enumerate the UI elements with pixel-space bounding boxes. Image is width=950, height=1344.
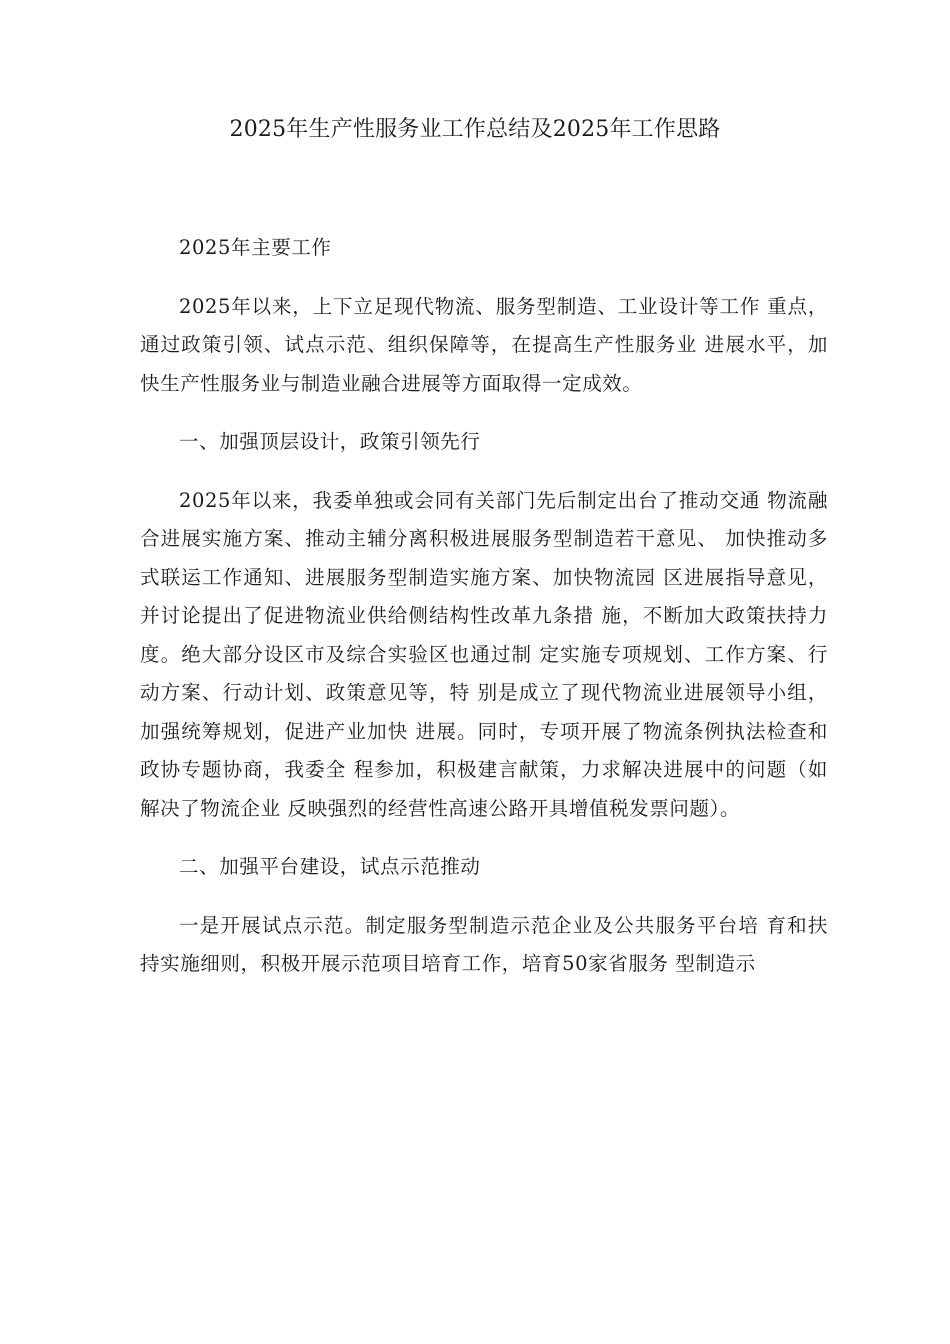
section-heading-platform: 二、加强平台建设，试点示范推动 [179,855,481,878]
body-paragraph-intro: 2025年以来，上下立足现代物流、服务型制造、工业设计等工作 重点，通过政策引领、试点示范、组织保障等，在提高生产性服务业 进展水平，加快生产性服务业与制造业融合进展等方面取得一定成效。 [140,294,828,395]
section-heading-top-design: 一、加强顶层设计，政策引领先行 [179,430,481,453]
body-paragraph-pilot: 一是开展试点示范。制定服务型制造示范企业及公共服务平台培 育和扶持实施细则，积极开展示范项目培育工作，培育50家省服务 型制造示 [140,913,828,975]
document-title: 2025年生产性服务业工作总结及2025年工作思路 [229,117,721,142]
document-body [140,229,828,1004]
section-heading-main-work: 2025年主要工作 [179,236,332,259]
body-paragraph-policy: 2025年以来，我委单独或会同有关部门先后制定出台了推动交通 物流融合进展实施方案、推动主辅分离积极进展服务型制造若干意见、 加快推动多式联运工作通知、进展服务型制造实施方案、加快物流园 区进展指导意见，并讨论提出了促进物流业供给侧结构性改革九条措 施，不断加大政策扶持力度。绝大部分设区市及综合实验区也通过制 定实施专项规划、工作方案、行动方案、行动计划、政策意见等，特 别是成立了现代物流业进展领导小组，加强统筹规划，促进产业加快 进展。同时，专项开展了物流条例执法检查和政协专题协商，我委全 程参加，积极建言献策，力求解决进展中的问题（如解决了物流企业 反映强烈的经营性高速公路开具增值税发票问题）。 [140,488,828,820]
